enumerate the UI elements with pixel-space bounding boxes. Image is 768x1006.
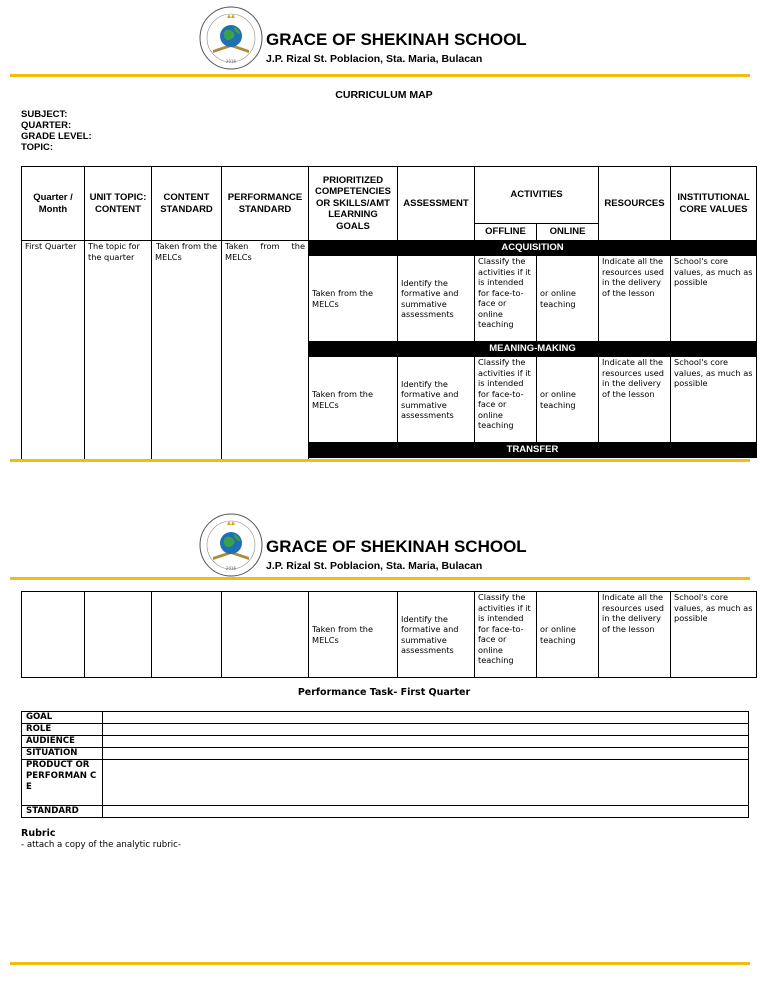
- empty-cell: [152, 592, 222, 678]
- svg-text:2016: 2016: [225, 59, 237, 64]
- header-competencies: PRIORITIZED COMPETENCIES OR SKILLS/AMT LEARNING GOALS: [309, 167, 398, 241]
- offline-cell: Classify the activities if it is intended for face-to-face or online teaching: [475, 592, 537, 678]
- online-cell: or online teaching: [537, 357, 599, 443]
- offline-cell: Classify the activities if it is intended for face-to-face or online teaching: [475, 256, 537, 342]
- resources-cell: Indicate all the resources used in the delivery of the lesson: [599, 256, 671, 342]
- role-value: [103, 724, 749, 736]
- school-seal-icon: [199, 6, 263, 70]
- school-name: GRACE OF SHEKINAH SCHOOL: [266, 30, 527, 49]
- performance-standard-cell: Taken from the MELCs: [222, 241, 309, 460]
- header-online: ONLINE: [537, 224, 599, 241]
- quarter-field: QUARTER:: [21, 120, 72, 131]
- situation-label: SITUATION: [22, 748, 103, 760]
- svg-text:2016: 2016: [225, 566, 237, 571]
- header-content-standard: CONTENT STANDARD: [152, 167, 222, 241]
- section-transfer: TRANSFER: [309, 443, 757, 458]
- header-assessment: ASSESSMENT: [398, 167, 475, 241]
- goal-label: GOAL: [22, 712, 103, 724]
- product-label: PRODUCT OR PERFORMAN CE: [22, 760, 103, 806]
- header-activities: ACTIVITIES: [475, 167, 599, 224]
- school-name: GRACE OF SHEKINAH SCHOOL: [266, 537, 527, 556]
- school-seal-icon: [199, 513, 263, 577]
- standard-label: STANDARD: [22, 806, 103, 818]
- header-performance-standard: PERFORMANCE STANDARD: [222, 167, 309, 241]
- empty-cell: [22, 592, 85, 678]
- role-label: ROLE: [22, 724, 103, 736]
- header-core-values: INSTITUTIONAL CORE VALUES: [671, 167, 757, 241]
- empty-cell: [85, 592, 152, 678]
- goal-value: [103, 712, 749, 724]
- quarter-cell: First Quarter: [22, 241, 85, 460]
- content-standard-cell: Taken from the MELCs: [152, 241, 222, 460]
- online-cell: or online teaching: [537, 256, 599, 342]
- rubric-note: - attach a copy of the analytic rubric-: [21, 840, 181, 850]
- gold-divider: [10, 74, 750, 77]
- subject-field: SUBJECT:: [21, 109, 68, 120]
- topic-field: TOPIC:: [21, 142, 54, 153]
- performance-task-title: Performance Task- First Quarter: [297, 687, 471, 698]
- gold-divider: [10, 459, 750, 462]
- document-fields: [21, 109, 92, 153]
- school-address: J.P. Rizal St. Poblacion, Sta. Maria, Bulacan: [266, 560, 483, 572]
- performance-task-table: [21, 711, 749, 818]
- curriculum-map-continuation: [21, 591, 757, 678]
- assessment-cell: Identify the formative and summative assessments: [398, 256, 475, 342]
- grade-level-field: GRADE LEVEL:: [21, 131, 92, 142]
- document-title: CURRICULUM MAP: [335, 89, 433, 101]
- assessment-cell: Identify the formative and summative assessments: [398, 592, 475, 678]
- product-value: [103, 760, 749, 806]
- assessment-cell: Identify the formative and summative assessments: [398, 357, 475, 443]
- unit-topic-cell: The topic for the quarter: [85, 241, 152, 460]
- header-offline: OFFLINE: [475, 224, 537, 241]
- empty-cell: [222, 592, 309, 678]
- competency-cell: Taken from the MELCs: [309, 592, 398, 678]
- header-quarter-month: Quarter / Month: [22, 167, 85, 241]
- header-resources: RESOURCES: [599, 167, 671, 241]
- gold-divider: [10, 962, 750, 965]
- resources-cell: Indicate all the resources used in the delivery of the lesson: [599, 357, 671, 443]
- online-cell: or online teaching: [537, 592, 599, 678]
- school-address: J.P. Rizal St. Poblacion, Sta. Maria, Bulacan: [266, 53, 483, 65]
- audience-value: [103, 736, 749, 748]
- resources-cell: Indicate all the resources used in the delivery of the lesson: [599, 592, 671, 678]
- gold-divider: [10, 577, 750, 580]
- competency-cell: Taken from the MELCs: [309, 357, 398, 443]
- situation-value: [103, 748, 749, 760]
- page-header: [0, 0, 768, 80]
- audience-label: AUDIENCE: [22, 736, 103, 748]
- curriculum-map-table: [21, 166, 757, 460]
- rubric-title: Rubric: [21, 828, 56, 839]
- competency-cell: Taken from the MELCs: [309, 256, 398, 342]
- offline-cell: Classify the activities if it is intended for face-to-face or online teaching: [475, 357, 537, 443]
- section-acquisition: ACQUISITION: [309, 241, 757, 256]
- core-values-cell: School's core values, as much as possible: [671, 256, 757, 342]
- core-values-cell: School's core values, as much as possible: [671, 592, 757, 678]
- page-header: [0, 507, 768, 587]
- standard-value: [103, 806, 749, 818]
- header-unit-topic: UNIT TOPIC: CONTENT: [85, 167, 152, 241]
- section-meaning-making: MEANING-MAKING: [309, 342, 757, 357]
- core-values-cell: School's core values, as much as possible: [671, 357, 757, 443]
